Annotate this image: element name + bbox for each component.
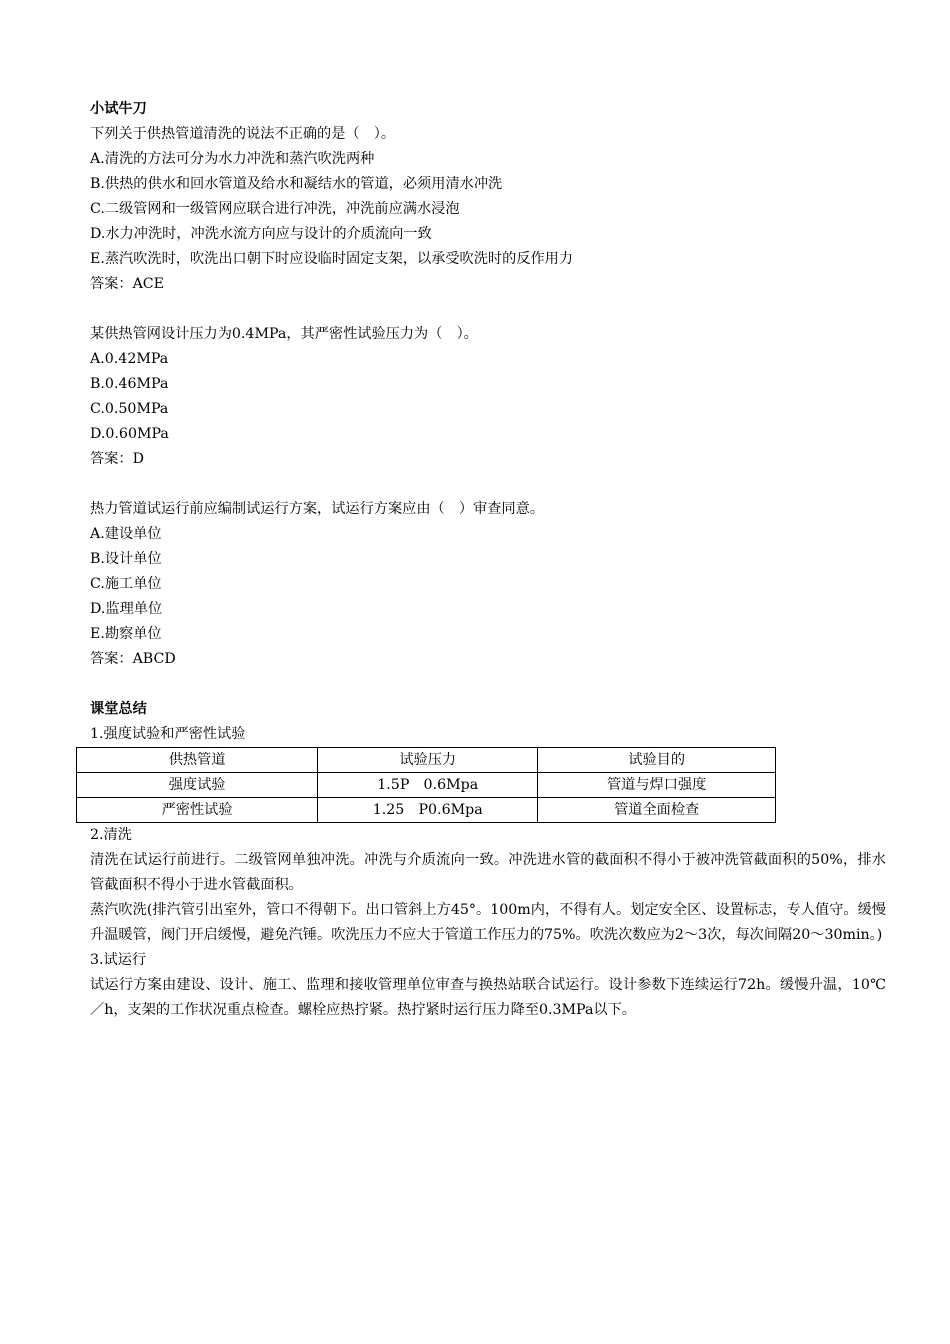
table-row (77, 798, 776, 823)
question-option: A.0.42MPa (90, 351, 169, 367)
summary-item-1-title: 1.强度试验和严密性试验 (90, 726, 246, 742)
question-3 (90, 497, 886, 672)
question-option: D.水力冲洗时，冲洗水流方向应与设计的介质流向一致 (90, 226, 432, 242)
table-header-row (77, 748, 776, 773)
table-cell: 管道全面检查 (538, 798, 776, 823)
steam-blowing-paragraph: 蒸汽吹洗(排汽管引出室外，管口不得朝下。出口管斜上方45°。100m内，不得有人。划定安全区、设置标志，专人值守。缓慢升温暖管，阀门开启缓慢，避免汽锤。吹洗压力不应大于管道工作压力的75%。吹洗次数应为2～3次，每次间隔20～30min。) (90, 902, 886, 943)
question-option: B.供热的供水和回水管道及给水和凝结水的管道，必须用清水冲洗 (90, 176, 503, 192)
table-cell: 严密性试验 (77, 798, 318, 823)
section-title-practice: 小试牛刀 (90, 101, 147, 117)
table-header-cell: 供热管道 (77, 748, 318, 773)
question-answer: 答案：D (90, 451, 144, 467)
cleaning-paragraph: 清洗在试运行前进行。二级管网单独冲洗。冲洗与介质流向一致。冲洗进水管的截面积不得小于被冲洗管截面积的50%，排水管截面积不得小于进水管截面积。 (90, 852, 886, 893)
question-stem: 某供热管网设计压力为0.4MPa，其严密性试验压力为（ ）。 (90, 326, 478, 342)
question-option: C.施工单位 (90, 576, 162, 592)
question-stem: 热力管道试运行前应编制试运行方案，试运行方案应由（ ）审查同意。 (90, 501, 545, 517)
question-option: C.0.50MPa (90, 401, 169, 417)
question-stem: 下列关于供热管道清洗的说法不正确的是（ ）。 (90, 126, 396, 142)
table-header-cell: 试验压力 (318, 748, 538, 773)
table-cell: 强度试验 (77, 773, 318, 798)
question-option: A.清洗的方法可分为水力冲洗和蒸汽吹洗两种 (90, 151, 375, 167)
summary-item-2-title: 2.清洗 (90, 827, 132, 843)
question-option: D.监理单位 (90, 601, 163, 617)
table-row (77, 773, 776, 798)
question-2 (90, 322, 886, 472)
table-cell: 1.5P 0.6Mpa (318, 773, 538, 798)
document-page (90, 97, 886, 1023)
trial-run-paragraph: 试运行方案由建设、设计、施工、监理和接收管理单位审查与换热站联合试运行。设计参数下连续运行72h。缓慢升温，10℃／h，支架的工作状况重点检查。螺栓应热拧紧。热拧紧时运行压力降至0.3MPa以下。 (90, 977, 886, 1018)
question-answer: 答案：ACE (90, 276, 165, 292)
question-option: D.0.60MPa (90, 426, 169, 442)
question-option: C.二级管网和一级管网应联合进行冲洗，冲洗前应满水浸泡 (90, 201, 460, 217)
table-cell: 管道与焊口强度 (538, 773, 776, 798)
summary-item-3-title: 3.试运行 (90, 952, 147, 968)
question-option: A.建设单位 (90, 526, 162, 542)
question-option: E.勘察单位 (90, 626, 162, 642)
question-answer: 答案：ABCD (90, 651, 176, 667)
question-option: B.0.46MPa (90, 376, 169, 392)
question-option: B.设计单位 (90, 551, 162, 567)
table-header-cell: 试验目的 (538, 748, 776, 773)
test-pressure-table (76, 747, 776, 823)
section-title-summary: 课堂总结 (90, 701, 147, 717)
table-cell: 1.25 P0.6Mpa (318, 798, 538, 823)
question-1 (90, 122, 886, 297)
question-option: E.蒸汽吹洗时，吹洗出口朝下时应设临时固定支架，以承受吹洗时的反作用力 (90, 251, 574, 267)
